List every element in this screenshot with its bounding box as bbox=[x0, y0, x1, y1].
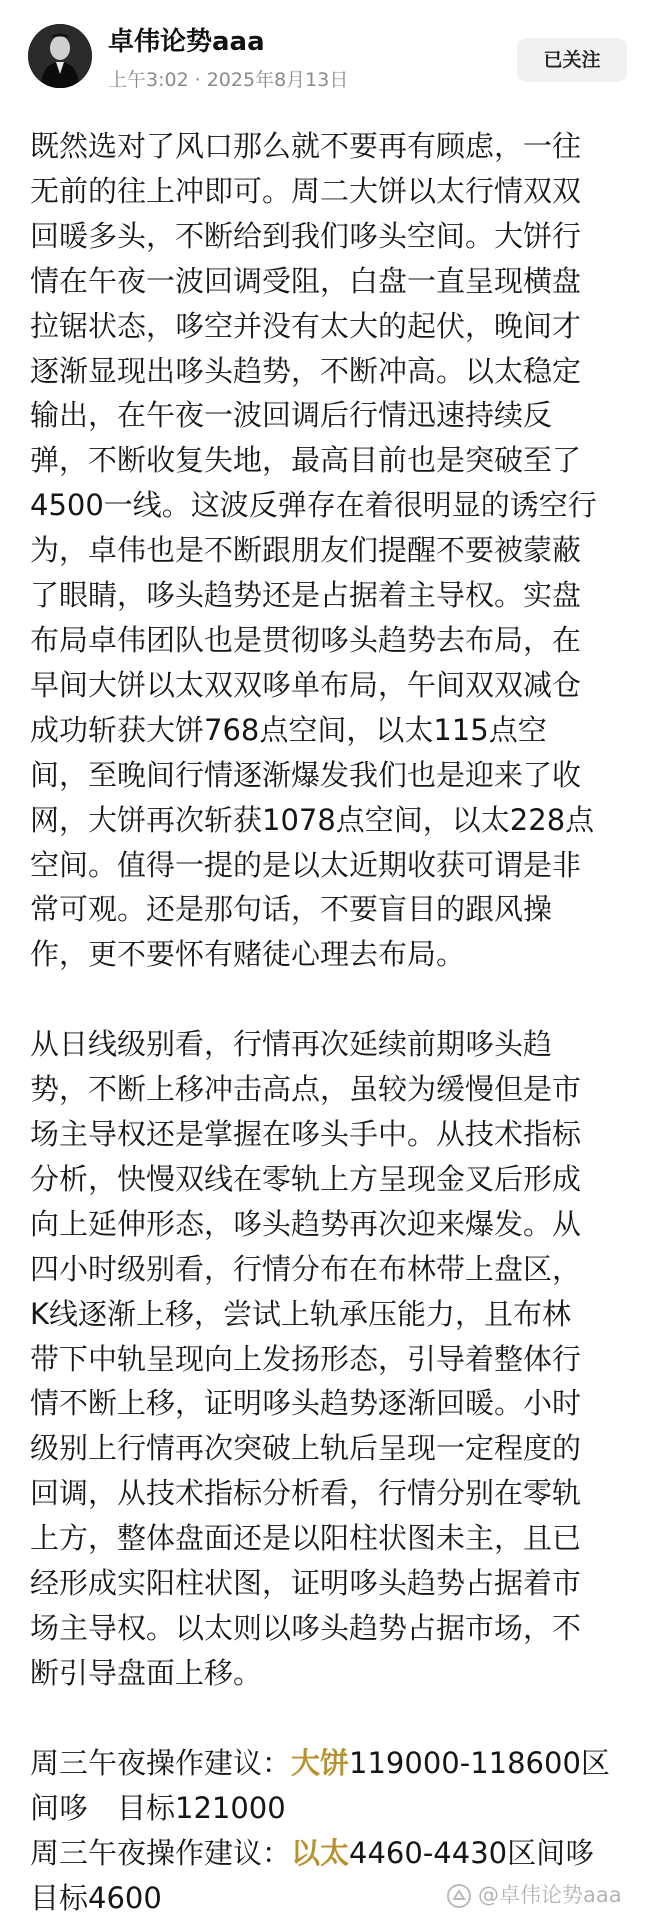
advice-detail: 119000-118600区 间哆 目标121000 bbox=[30, 1745, 610, 1825]
author-avatar[interactable] bbox=[28, 24, 92, 88]
advice-prefix: 周三午夜操作建议： bbox=[30, 1745, 292, 1780]
watermark-logo-icon bbox=[446, 1883, 472, 1909]
follow-button[interactable]: 已关注 bbox=[517, 38, 627, 82]
advice-asset-highlight: 大饼 bbox=[291, 1745, 350, 1780]
post-time: 上午3:02 bbox=[108, 69, 189, 91]
advice-asset-highlight: 以太 bbox=[291, 1835, 350, 1870]
watermark-text: @卓伟论势aaa bbox=[478, 1883, 622, 1907]
avatar-portrait-icon bbox=[28, 24, 92, 88]
article-paragraph-1: 既然选对了风口那么就不要再有顾虑，一往 无前的往上冲即可。周二大饼以太行情双双 回暖多头，不断给到我们哆头空间。大饼行 情在午夜一波回调受阻，白盘一直呈现横盘 拉锯状态，哆空并没有太大的起伏，晚间才 逐渐显现出哆头趋势，不断冲高。以太稳定 输出，在午夜一波回调后行情迅速持续反 弹，不断收复失地，最高目前也是突破至了 4500一线。这波反弹存在着很明显的诱空行 为，卓伟也是不断跟朋友们提醒不要被蒙蔽 了眼睛，哆头趋势还是占据着主导权。实盘 布局卓伟团队也是贯彻哆头趋势去布局，在 早间大饼以太双双哆单布局，午间双双减仓 成功斩获大饼768点空间，以太115点空 间，至晚间行情逐渐爆发我们也是迎来了收 网，大饼再次斩获1078点空间，以太228点 空间。值得一提的是以太近期收获可谓是非 常可观。还是那句话，不要盲目的跟风操 作，更不要怀有赌徒心理去布局。 bbox=[30, 129, 597, 972]
advice-detail: 4460-4430区间哆 目标4600 bbox=[30, 1835, 595, 1915]
paragraph-spacer bbox=[30, 1696, 630, 1741]
advice-prefix: 周三午夜操作建议： bbox=[30, 1835, 292, 1870]
operation-advice-btc bbox=[30, 1741, 630, 1831]
author-name[interactable]: 卓伟论势aaa bbox=[108, 27, 265, 57]
post-date: 2025年8月13日 bbox=[206, 69, 349, 91]
post-meta bbox=[108, 68, 348, 92]
paragraph-spacer bbox=[30, 977, 630, 1022]
article-body bbox=[30, 124, 630, 1920]
article-paragraph-2: 从日线级别看，行情再次延续前期哆头趋 势，不断上移冲击高点，虽较为缓慢但是市 场主导权还是掌握在哆头手中。从技术指标 分析，快慢双线在零轨上方呈现金叉后形成 向上延伸形态，哆头趋势再次迎来爆发。从 四小时级别看，行情分布在布林带上盘区， K线逐渐上移，尝试上轨承压能力，且布林 带下中轨呈现向上发扬形态，引导着整体行 情不断上移，证明哆头趋势逐渐回暖。小时 级别上行情再次突破上轨后呈现一定程度的 回调，从技术指标分析看，行情分别在零轨 上方，整体盘面还是以阳柱状图未主，且已 经形成实阳柱状图，证明哆头趋势占据着市 场主导权。以太则以哆头趋势占据市场，不 断引导盘面上移。 bbox=[30, 1027, 582, 1690]
watermark bbox=[446, 1878, 622, 1912]
meta-separator: · bbox=[194, 69, 201, 91]
post-header bbox=[0, 0, 652, 100]
